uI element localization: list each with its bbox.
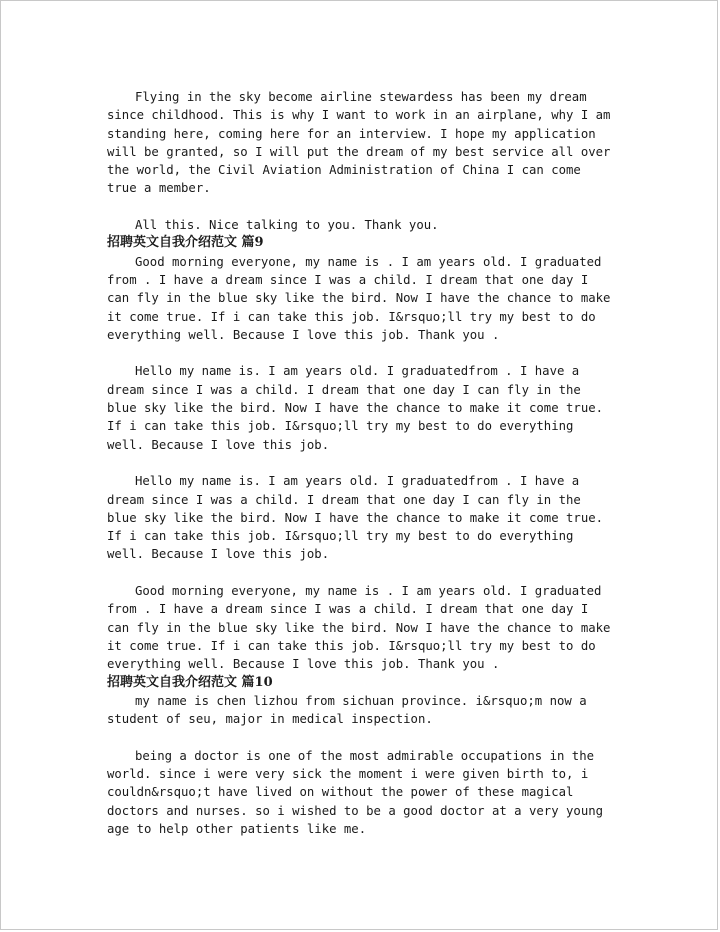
paragraph: Hello my name is. I am years old. I graduatedfrom . I have a dream since I was a child. I dream that one day I can fly in the blue sky like the bird. Now I have the chance to make it come true. If i can take this job. I&rsquo;ll try my best to do everything well. Because I love this job. (107, 474, 604, 562)
section-heading: 招聘英文自我介绍范文 篇10 (107, 674, 273, 690)
paragraph: Flying in the sky become airline stewardess has been my dream since childhood. This is why I want to work in an airplane, why I am standing here, coming here for an interview. I hope my application will be granted, so I will put the dream of my best service all over the world, the Civil Aviation Administration of China I can come true a member. (107, 90, 611, 196)
paragraph: Hello my name is. I am years old. I graduatedfrom . I have a dream since I was a child. I dream that one day I can fly in the blue sky like the bird. Now I have the chance to make it come true. If i can take this job. I&rsquo;ll try my best to do everything well. Because I love this job. (107, 364, 604, 452)
paragraph: being a doctor is one of the most admirable occupations in the world. since i were very sick the moment i were given birth to, i couldn&rsquo;t have lived on without the power of these magical doctors and nurses. so i wished to be a good doctor at a very young age to help other patients like me. (107, 748, 604, 836)
document-body (107, 88, 617, 838)
paragraph: All this. Nice talking to you. Thank you. (135, 218, 439, 233)
paragraph: Good morning everyone, my name is . I am years old. I graduated from . I have a dream since I was a child. I dream that one day I can fly in the blue sky like the bird. Now I have the chance to make it come true. If i can take this job. I&rsquo;ll try my best to do everything well. Because I love this job. Thank you . (107, 254, 611, 342)
paragraph: Good morning everyone, my name is . I am years old. I graduated from . I have a dream since I was a child. I dream that one day I can fly in the blue sky like the bird. Now I have the chance to make it come true. If i can take this job. I&rsquo;ll try my best to do everything well. Because I love this job. Thank you . (107, 584, 611, 672)
section-heading: 招聘英文自我介绍范文 篇9 (107, 235, 264, 251)
paragraph: my name is chen lizhou from sichuan province. i&rsquo;m now a student of seu, major in medical inspection. (107, 693, 587, 727)
